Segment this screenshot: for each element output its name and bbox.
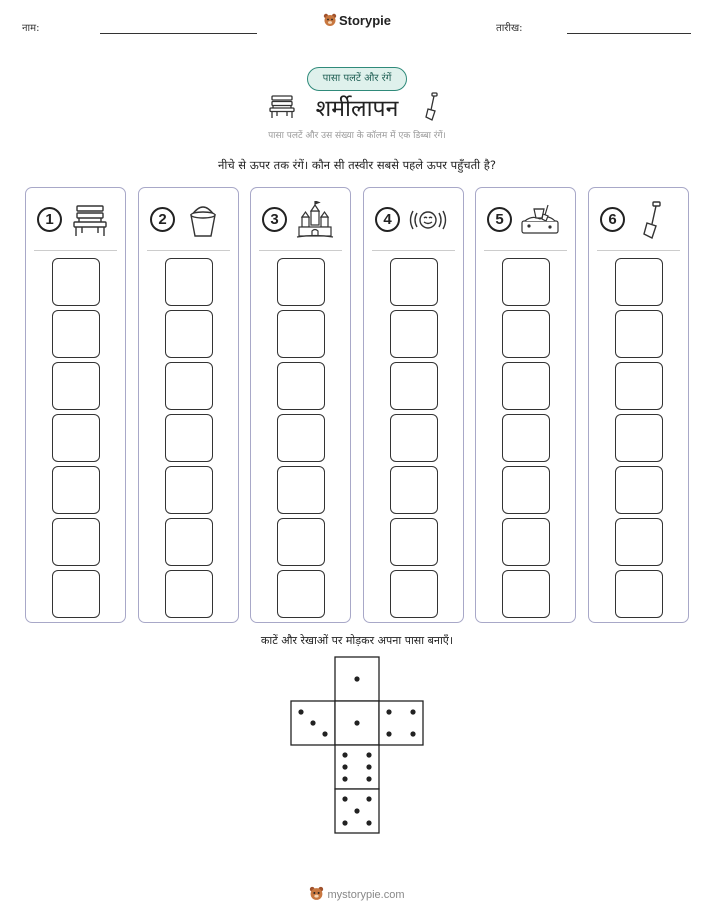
- color-box[interactable]: [165, 310, 213, 358]
- subtitle: पासा पलटें और उस संख्या के कॉलम में एक डिब्बा रंगें।: [268, 131, 446, 141]
- brand-name: Storypie: [338, 13, 391, 28]
- column-2: [138, 187, 239, 623]
- color-box[interactable]: [165, 518, 213, 566]
- column-1: [25, 187, 126, 623]
- bear-icon: [323, 13, 337, 27]
- color-box[interactable]: [390, 310, 438, 358]
- color-box[interactable]: [390, 518, 438, 566]
- date-line[interactable]: [567, 33, 691, 34]
- column-number: 6: [600, 207, 625, 232]
- color-box[interactable]: [277, 570, 325, 618]
- color-box[interactable]: [615, 258, 663, 306]
- color-box[interactable]: [390, 362, 438, 410]
- color-box[interactable]: [52, 518, 100, 566]
- color-box[interactable]: [390, 258, 438, 306]
- bucket-icon: [183, 201, 223, 239]
- date-label: तारीख:: [496, 23, 523, 34]
- column-6: [588, 187, 689, 623]
- shy-face-icon: [408, 201, 448, 239]
- color-box[interactable]: [615, 466, 663, 514]
- color-box[interactable]: [502, 570, 550, 618]
- color-box[interactable]: [390, 570, 438, 618]
- column-number: 3: [262, 207, 287, 232]
- color-box[interactable]: [615, 310, 663, 358]
- color-box[interactable]: [165, 466, 213, 514]
- brand-logo: [0, 13, 714, 28]
- column-5: [475, 187, 576, 623]
- color-box[interactable]: [52, 310, 100, 358]
- color-box[interactable]: [52, 258, 100, 306]
- bench-icon: [70, 201, 110, 239]
- instruction: नीचे से ऊपर तक रंगें। कौन सी तस्वीर सबसे पहले ऊपर पहुँचती है?: [217, 158, 497, 172]
- color-box[interactable]: [277, 362, 325, 410]
- color-box[interactable]: [165, 258, 213, 306]
- column-3: [250, 187, 351, 623]
- die-face-4: [379, 701, 423, 745]
- die-face-6: [335, 745, 379, 789]
- color-box[interactable]: [277, 414, 325, 462]
- column-divider: [147, 250, 230, 251]
- color-box[interactable]: [52, 570, 100, 618]
- footer: [0, 886, 714, 901]
- column-number: 2: [150, 207, 175, 232]
- color-box[interactable]: [165, 570, 213, 618]
- column-divider: [34, 250, 117, 251]
- column-divider: [259, 250, 342, 251]
- color-box[interactable]: [277, 258, 325, 306]
- column-divider: [484, 250, 567, 251]
- color-box[interactable]: [502, 466, 550, 514]
- bear-icon: [309, 886, 324, 901]
- color-box[interactable]: [52, 362, 100, 410]
- page-title: शर्मीलापन: [315, 96, 399, 122]
- color-box[interactable]: [502, 518, 550, 566]
- color-box[interactable]: [390, 466, 438, 514]
- color-box[interactable]: [52, 414, 100, 462]
- color-box[interactable]: [277, 310, 325, 358]
- shovel-icon: [633, 201, 673, 239]
- color-box[interactable]: [502, 362, 550, 410]
- color-box[interactable]: [52, 466, 100, 514]
- name-label: नाम:: [22, 23, 40, 34]
- cut-instruction: काटें और रेखाओं पर मोड़कर अपना पासा बनाएँ।: [260, 634, 454, 647]
- shovel-icon: [423, 92, 441, 122]
- game-badge: पासा पलटें और रंगें: [307, 67, 407, 91]
- color-box[interactable]: [502, 258, 550, 306]
- column-divider: [597, 250, 680, 251]
- color-box[interactable]: [390, 414, 438, 462]
- color-box[interactable]: [615, 362, 663, 410]
- sandcastle-icon: [295, 201, 335, 239]
- name-line[interactable]: [100, 33, 257, 34]
- color-box[interactable]: [615, 518, 663, 566]
- column-divider: [372, 250, 455, 251]
- color-box[interactable]: [277, 518, 325, 566]
- color-box[interactable]: [615, 570, 663, 618]
- color-box[interactable]: [165, 362, 213, 410]
- footer-url[interactable]: mystorypie.com: [327, 889, 405, 901]
- column-4: [363, 187, 464, 623]
- color-box[interactable]: [502, 310, 550, 358]
- color-box[interactable]: [615, 414, 663, 462]
- column-number: 5: [487, 207, 512, 232]
- column-number: 1: [37, 207, 62, 232]
- column-number: 4: [375, 207, 400, 232]
- color-box[interactable]: [165, 414, 213, 462]
- color-box[interactable]: [502, 414, 550, 462]
- sandbox-icon: [520, 201, 560, 239]
- dice-net[interactable]: [290, 656, 426, 836]
- color-box[interactable]: [277, 466, 325, 514]
